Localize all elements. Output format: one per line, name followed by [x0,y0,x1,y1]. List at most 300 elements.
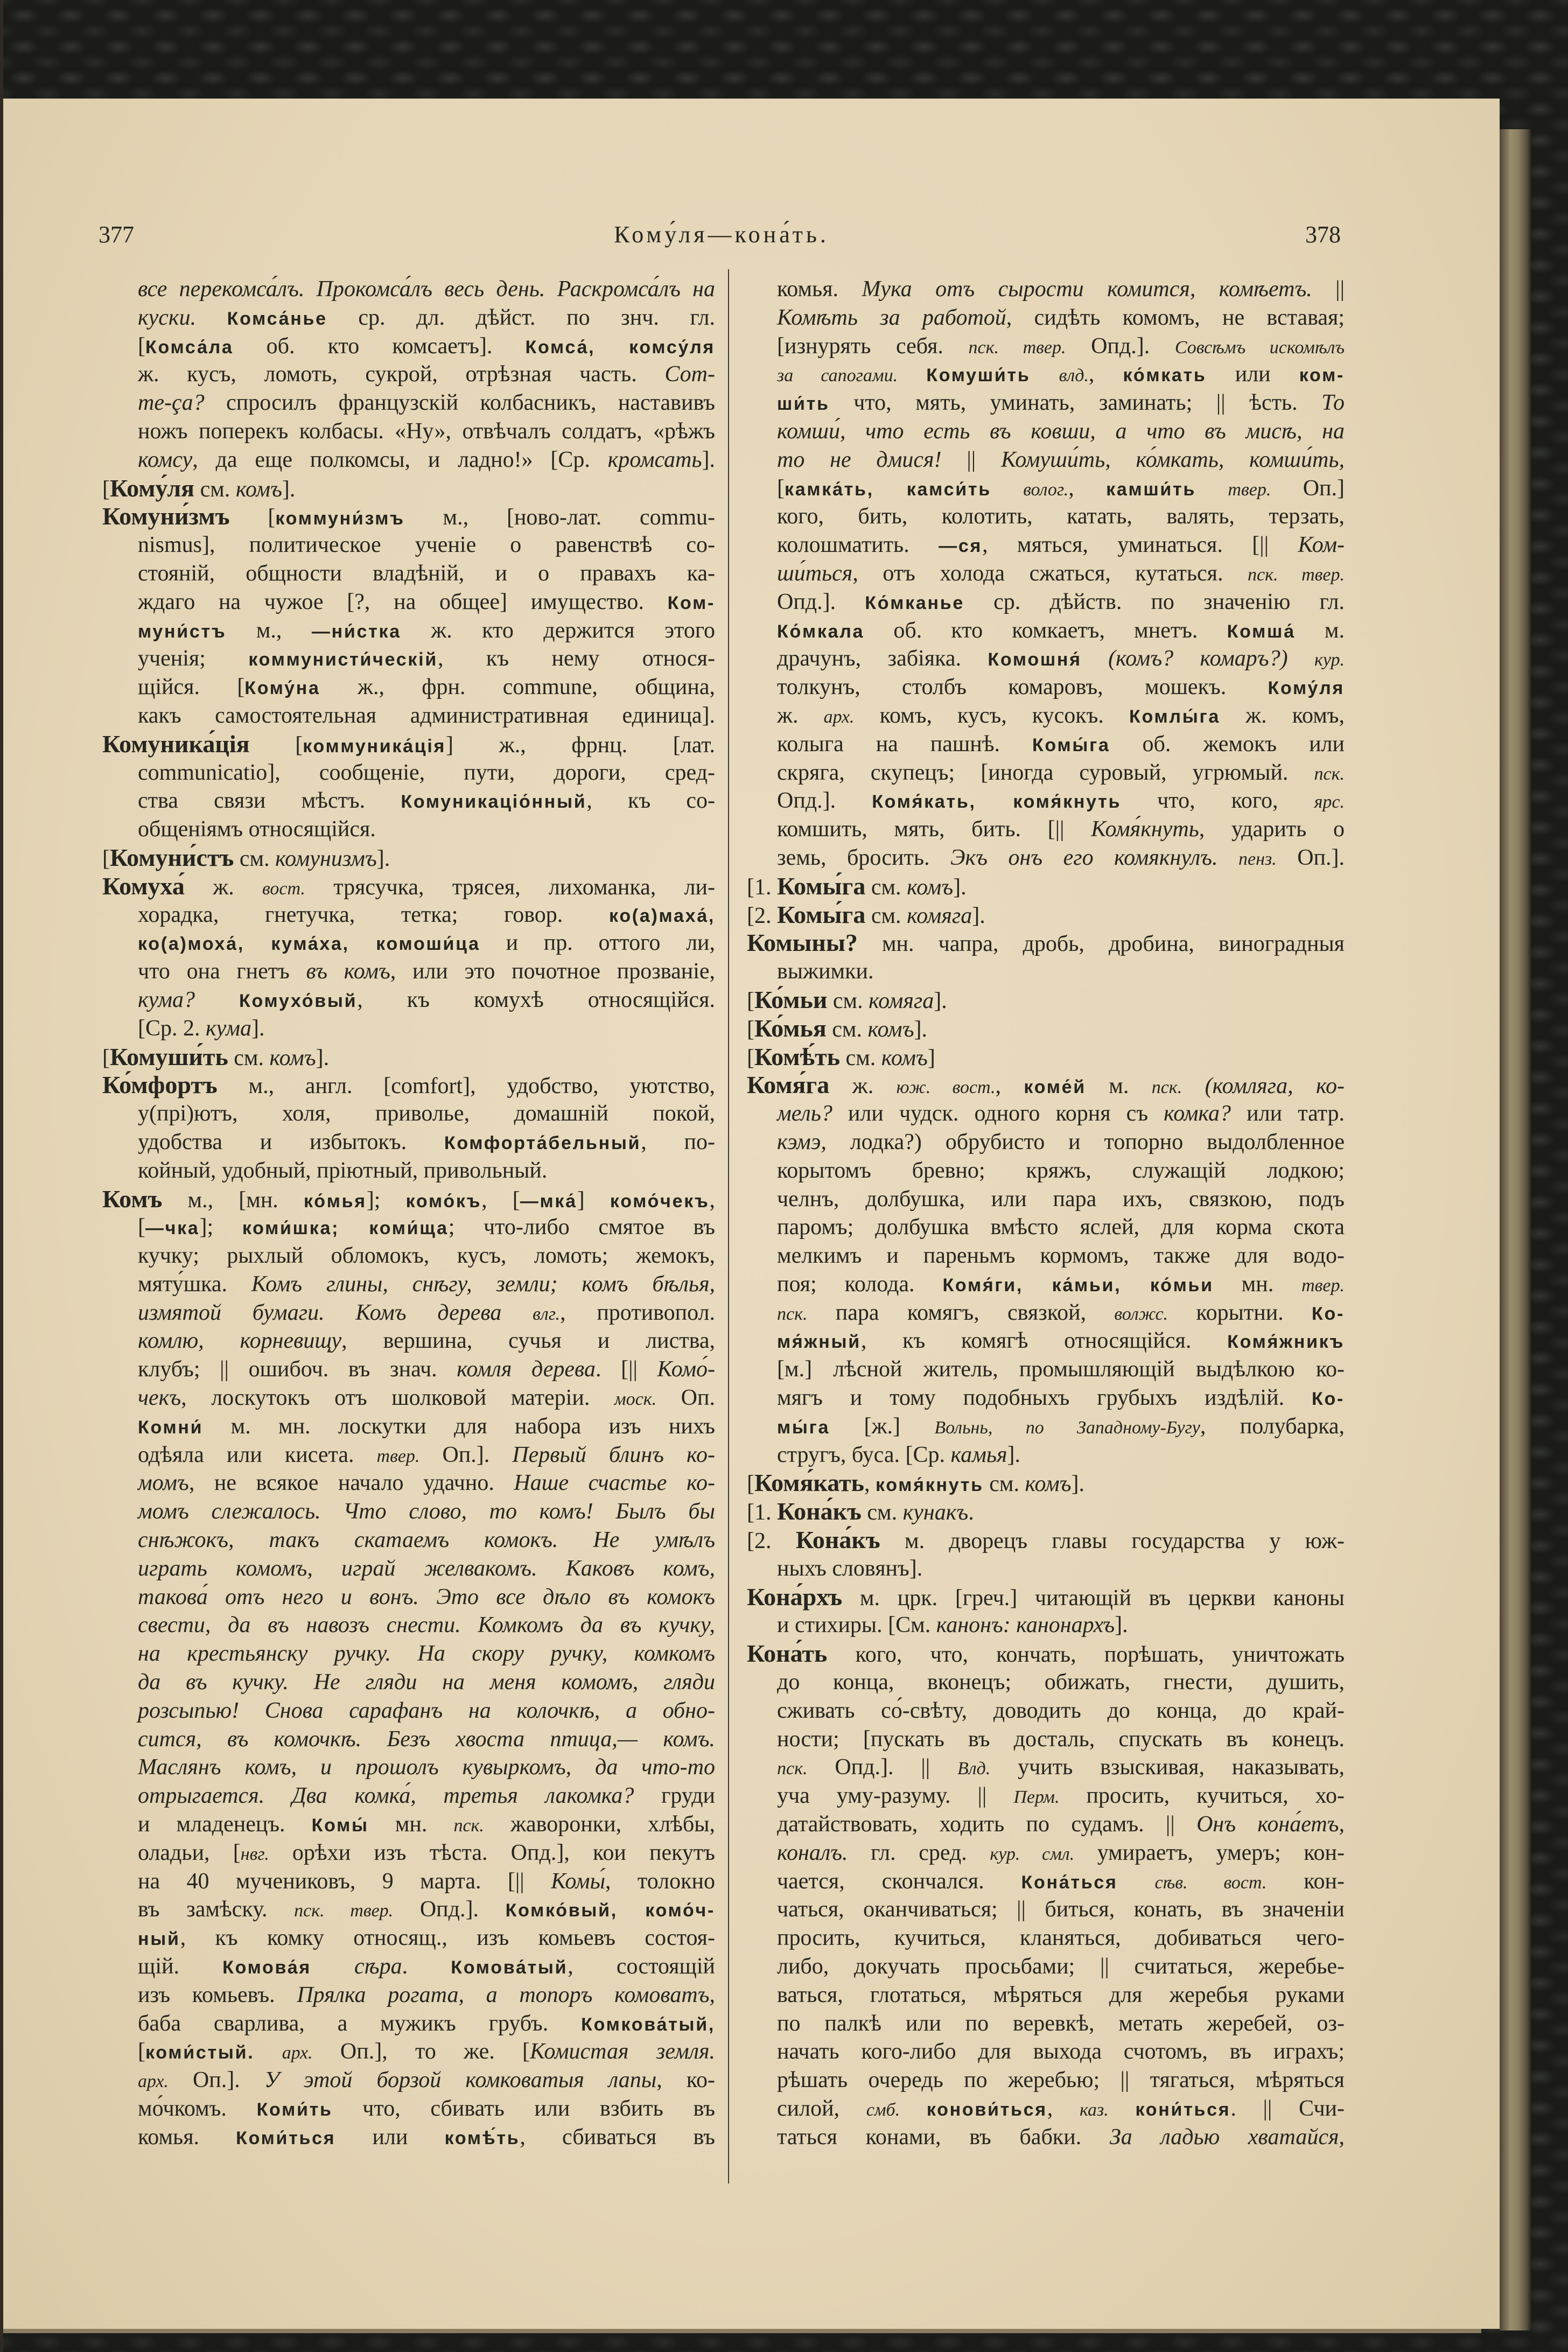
text: ]. [282,477,296,502]
text: ж. [777,703,824,728]
text: что она гнетъ [138,959,306,984]
italic-text: комъ [269,1045,316,1070]
text: м. дворецъ главы государства у юж- [880,1529,1345,1554]
text-line [102,1327,715,1355]
text: уча уму-разуму. || [777,1783,1014,1809]
text-line [102,1981,715,2010]
italic-text: да въ кучку. Не гляди на меня комомъ, гляди [138,1670,715,1695]
text-line [102,929,715,957]
italic-text: снѣжокъ, такъ скатаемъ комокъ. Не умѣлъ [138,1528,715,1553]
text-line [102,332,715,361]
italic-text: ши́ться [777,561,853,586]
text: Оп.]. [168,2068,264,2093]
text: таться конами, въ бабки. [777,2124,1110,2150]
italic-text: Первый блинъ ко- [512,1442,716,1467]
text-line [102,787,715,815]
text: челнъ, долбушка, или пара ихъ, связкою, подъ [777,1186,1345,1212]
subheadword: ко́мья [303,1191,367,1212]
headword: Комуха́ [102,872,185,900]
italic-text: комсу [138,447,193,472]
text: удобства и избытокъ. [138,1129,444,1154]
subheadword: ный [138,1929,180,1950]
italic-text: комля дерева [457,1357,596,1382]
text-line [747,2066,1345,2095]
italic-text: Экъ онъ его комякнулъ. [950,845,1218,870]
italic-text: отрыгается. Два комка́, третья лакомка? [138,1783,634,1809]
text-line [747,1242,1345,1270]
subheadword: коме́й [1024,1077,1086,1098]
text-line [747,446,1345,474]
italic-text: коналъ. [777,1840,848,1865]
text: Оп. [656,1385,715,1411]
italic-text: Комо́- [657,1357,715,1382]
text: толкунъ, столбъ комаровъ, мошекъ. [777,675,1268,700]
region-abbreviation: пск. [1151,1077,1182,1098]
text-line [747,1981,1345,2010]
italic-text: кума [206,1016,252,1041]
subheadword: камка́ть, камси́ть [785,479,991,500]
text: ]. [316,1045,330,1070]
headword: Комы́га [777,872,866,900]
text: , [ [481,1187,520,1213]
text: , или это почотное прозваніе, [390,959,716,984]
text-line [747,2038,1345,2066]
entry-line [747,1497,1345,1526]
subheadword: Комя́кать, комя́кнуть [872,792,1122,813]
subheadword: Комошня́ [988,649,1082,670]
italic-text: Комистая земля. [530,2039,715,2064]
entry-line [102,844,715,872]
headword: Кому́ля [110,474,195,502]
text: [ [249,732,303,758]
text: , да еще полкомсы, и ладно!» [Ср. [192,447,608,472]
text-line [102,2010,715,2038]
text: Опд.]. [777,589,865,614]
italic-text: канонъ: канонархъ [936,1613,1115,1638]
text: комшить, мять, бить. [|| [777,817,1091,842]
italic-text: То [1321,390,1345,416]
text-line [102,1157,715,1185]
subheadword: Комко́вый, комо́ч- [505,1900,715,1921]
text: сживать со́-свѣту, доводить до конца, до край- [777,1698,1345,1723]
text: ждаго на чужое [?, на общее] имущество. [138,589,668,614]
italic-text: Ком- [1298,533,1345,558]
text: об. кто комсаетъ]. [233,333,526,359]
region-abbreviation: Вольнь, по Западному-Бугу [934,1417,1200,1438]
text-line [747,1867,1345,1896]
text: , толокно [605,1868,715,1894]
text-line [747,588,1345,617]
text: ж. [184,874,263,900]
text: , [864,1472,876,1497]
region-abbreviation: кур. смл. [990,1844,1075,1864]
text: комья. [777,277,862,302]
region-abbreviation: влд. [1059,366,1089,386]
subheadword: Комфорта́бельный [444,1132,641,1153]
text: комъ, кусъ, кусокъ. [854,703,1130,728]
text: и младенецъ. [138,1812,312,1837]
subheadword: Комса́ла [145,337,234,358]
text: мо́чкомъ. [138,2096,257,2121]
text: [ [747,1045,754,1070]
text: лодка?) обрубисто и топорно выдолбленное [826,1129,1345,1154]
italic-text: Комъ глины, снѣгу, земли; комъ бѣлья, [251,1271,715,1297]
text-line [102,1526,715,1555]
running-title: Кому́ля—кона́ть. [614,221,829,248]
subheadword: коммуника́ція [303,736,446,757]
text-line [747,2010,1345,2038]
text: ваться, глотаться, мѣряться для жеребья руками [777,1982,1345,2007]
text-line [102,1924,715,1952]
region-abbreviation: пск. твер. [1248,564,1345,585]
text: выжимки. [777,959,874,984]
region-abbreviation: арх. [823,706,855,727]
text: nismus], политическое ученіе о равенствѣ со- [138,533,715,558]
region-abbreviation: пск. [453,1816,484,1836]
subheadword: Ко́мканье [865,592,964,613]
text: м., [ново-лат. commu- [404,505,715,530]
text-line [102,304,715,332]
text: чается, скончался. [777,1868,1021,1894]
text: щій. [138,1954,223,1979]
text-line [102,446,715,474]
entry-line [747,986,1345,1014]
subheadword: мы́га [777,1417,830,1438]
text: до конца, вконецъ; обижать, гнести, душить, [777,1670,1345,1695]
text: изъ комьевъ. [138,1982,297,2007]
text: и стихиры. [См. [777,1613,936,1638]
text: ] ж., фрнц. [лат. [446,732,715,758]
italic-text: Комы́ [551,1868,606,1894]
text: ]. [934,988,947,1013]
headword: Кона́ть [747,1640,828,1668]
text: орѣхи изъ тѣста. Опд.], кои пекутъ [269,1840,715,1865]
text: [ [777,475,785,501]
subheadword: коммунисти́ческій [248,649,438,670]
text-line [102,1299,715,1327]
text-line [747,332,1345,361]
subheadword: Комя́жникъ [1227,1332,1345,1353]
text-line [102,1469,715,1497]
text: см. [234,846,276,871]
region-abbreviation: арх. [282,2043,313,2063]
text-line [102,645,715,673]
italic-text: комлю, корневищу [138,1328,342,1354]
subheadword: Ком- [667,592,715,613]
text: , къ со- [586,788,715,814]
text-line [747,1128,1345,1157]
italic-text: на крестьянску ручку. На скору ручку, комкомъ [138,1641,715,1667]
text: кучку; рыхлый обломокъ, кусъ, ломоть; жемокъ, [138,1243,715,1269]
text: см. [865,874,907,900]
subheadword: Комуши́ть [926,365,1031,386]
text: [2. [747,903,777,928]
text: , [709,1187,715,1213]
subheadword: Кому́ля [1268,678,1345,699]
text: [ [138,333,145,359]
text: жаворонки, хлѣбы, [484,1812,715,1837]
text: либо, докучать просьбами; || считаться, жеребье- [777,1954,1345,1979]
subheadword: кони́ться [1135,2099,1231,2120]
text: спросилъ французскій колбасникъ, наставивъ [204,390,715,416]
text-line [747,2123,1345,2152]
text-line [102,1014,715,1043]
subheadword: Комни́ [138,1417,204,1438]
text: . [|| [595,1357,657,1382]
subheadword: Комлы́га [1129,706,1220,727]
region-abbreviation: пенз. [1238,849,1277,869]
italic-text: кэмэ, [777,1129,827,1154]
text: , [1068,475,1107,501]
text: ж. комъ, [1220,703,1345,728]
text-line [102,1753,715,1782]
text: ]. [953,874,967,900]
text: хорадка, гнетучка, тетка; говор. [138,902,610,927]
text: чаться, оканчиваться; || биться, конать, въ значеніи [777,1897,1345,1922]
text: ж. [829,1074,897,1099]
entry-line [102,1185,715,1214]
text: мн. [368,1812,454,1837]
subheadword: —ни́стка [311,621,401,642]
subheadword: Комкова́тый, [581,2014,715,2035]
text: , ко- [656,2068,716,2093]
text: пара комягъ, связкой, [807,1300,1115,1325]
region-abbreviation: волжс. [1114,1304,1168,1324]
italic-text: мель? [777,1101,832,1126]
text-line [102,2095,715,2123]
text-line [102,1725,715,1754]
text: м. мн. лоскутки для набора изъ нихъ [203,1413,715,1439]
text-line [102,1270,715,1299]
text: , къ комку относящ., изъ комьевъ состоя- [180,1926,715,1951]
text: одѣяла или кисета. [138,1442,377,1467]
italic-text: Сот- [664,362,715,387]
region-abbreviation: юж. вост. [896,1077,996,1098]
text: м. [1295,618,1345,643]
entry-line [747,901,1345,929]
italic-text: Комѣть за работой [777,305,1006,330]
subheadword: Ко- [1311,1303,1345,1324]
text: . || Счи- [1230,2096,1345,2121]
entry-line [102,502,715,531]
text: , къ комягѣ относящійся. [860,1328,1228,1354]
text: или [335,2124,445,2150]
text: что, кого, [1121,788,1314,814]
entry-line [102,1043,715,1072]
text: см. [826,1017,868,1042]
region-abbreviation: влг. [533,1304,561,1324]
text-line [102,1128,715,1157]
italic-text: то не дмися! [777,447,942,472]
italic-text: (комъ? комаръ?) [1108,646,1288,671]
text: мн. [1213,1271,1302,1297]
text: скряга, скупецъ; [иногда суровый, угрюмый. [777,760,1314,785]
text [254,2039,282,2064]
column-left [102,275,715,2152]
text: Оп.], то же. [ [312,2039,530,2064]
text: кон- [1266,1868,1345,1894]
region-abbreviation: за сапогами. [777,366,898,386]
text: ученія; [138,646,249,671]
text-line [102,417,715,446]
text: , противопол. [560,1300,715,1325]
text: рѣшать очередь по жеребью; || тягаться, мѣряться [777,2068,1345,2093]
region-abbreviation: сѣв. вост. [1154,1872,1267,1893]
text: Опд.]. [1066,333,1175,359]
text: ] [577,1187,610,1213]
text [1288,646,1314,671]
text: ]. [702,447,715,472]
headword: Комуни́стъ [110,843,234,871]
text-line [102,702,715,730]
italic-text: куски. [138,305,227,330]
text-line [747,531,1345,559]
italic-text: комъ [235,477,282,502]
text: мн. чапра, дробь, дробина, виноградныя [857,932,1345,957]
text-line [102,1640,715,1668]
subheadword: камши́ть [1106,479,1196,500]
italic-text: сится, въ комочкѣ. Безъ хвоста птица,— комъ. [138,1726,715,1752]
column-right [747,275,1345,2152]
subheadword: Комя́ги, ка́мьи, ко́мьи [942,1275,1214,1296]
text: , вершина, сучья и листва, [341,1328,715,1354]
text: гл. сред. [848,1840,990,1865]
text: , лоскутокъ отъ шолковой матеріи. [181,1385,614,1411]
text: кого, бить, колотить, катать, валять, терзать, [777,504,1345,529]
text-line [102,1497,715,1526]
text: , [995,1074,1024,1099]
text-line [747,759,1345,787]
text [1109,2096,1136,2121]
text-line [102,1555,715,1583]
subheadword: —мка́ [520,1191,577,1212]
italic-text: Комя́кнуть [1091,817,1199,842]
text-line [102,1810,715,1839]
text: ]; [199,1215,242,1240]
text-line [102,1611,715,1640]
subheadword: Комса́, комсу́ля [525,337,715,358]
text: въ замѣску. [138,1897,295,1922]
italic-text: У этой борзой комковатыя лапы [264,2068,657,2093]
text-line [102,1952,715,1981]
headword: Ко́мьи [754,985,828,1013]
text-line [102,986,715,1014]
text-line [747,1895,1345,1924]
text: баба сварлива, а мужикъ грубъ. [138,2011,582,2036]
text: что, мять, уминать, заминать; || ѣсть. [829,390,1322,416]
text: об. кто комкаетъ, мнетъ. [864,618,1227,643]
text-line [102,588,715,617]
text-line [747,389,1345,417]
text: земь, бросить. [777,845,950,870]
text-line [102,1782,715,1810]
text [1182,1074,1205,1098]
text-line [102,1355,715,1384]
italic-text: момъ слежалось. Что слово, то комъ! Былъ бы [138,1499,715,1524]
text: см. [840,1045,881,1070]
text: паромъ; долбушка вмѣсто яслей, для корма скота [777,1215,1345,1240]
text: у(прі)ютъ, холя, приволье, домашній покой, [138,1101,715,1126]
region-abbreviation: моск. [614,1389,657,1410]
text: м., англ. [comfort], удобство, уютство, [217,1074,715,1099]
text: учить взыскивая, наказывать, [990,1755,1345,1780]
italic-text: комъ [881,1045,928,1070]
text: мелкимъ и пареньмъ кормомъ, также для водо- [777,1243,1345,1269]
text: стругъ, буса. [Ср. [777,1442,951,1467]
region-abbreviation: Совсѣмъ искомѣлъ [1174,337,1345,358]
text [900,2096,927,2121]
text-line [747,957,1345,986]
text: см. [861,1500,903,1525]
headword: Комѣ́ть [754,1042,841,1070]
subheadword: коми́шка; коми́ща [242,1218,449,1239]
text-line [747,2095,1345,2123]
text: [ [138,2039,145,2064]
italic-text: комши́, что есть въ ковши, а что въ мисѣ, на [777,418,1345,444]
subheadword: конови́ться [926,2099,1047,2120]
headword: Комуни́змъ [102,502,230,530]
text: , къ нему относя- [437,646,715,671]
headword: Кона́рхъ [747,1583,843,1611]
headword: Комы́га [777,900,866,928]
headword: Кона́къ [777,1497,862,1525]
text: ; что-либо смятое въ [448,1215,716,1240]
text-line [747,1668,1345,1697]
text-line [747,1952,1345,1981]
italic-text: комяга [907,903,972,928]
text: ж. кто держится этого [401,618,716,643]
region-abbreviation: вост. [262,878,305,899]
text: [ [102,477,110,502]
subheadword: —ся [939,536,983,557]
entry-line [747,1469,1345,1497]
text-line [102,1100,715,1128]
region-abbreviation: твер. [376,1446,420,1466]
text [898,362,926,387]
text-line [102,901,715,929]
text-line [102,617,715,645]
italic-text: играть комомъ, играй желвакомъ. Каковъ комъ, [138,1556,715,1581]
text-line [102,759,715,787]
italic-text: (комляга, ко- [1205,1074,1345,1099]
text: , состоящій [568,1954,715,1979]
text-line [747,702,1345,730]
subheadword: Кона́ться [1021,1872,1118,1893]
text: по палкѣ или по веревкѣ, метать жеребей, оз- [777,2011,1345,2036]
text: кого, что, кончать, порѣшать, уничтожать [827,1642,1345,1668]
italic-text: измятой бумаги. Комъ дерева [138,1300,533,1325]
region-abbreviation: каз. [1079,2100,1109,2120]
subheadword: Комухо́вый [239,990,358,1011]
text: корытомъ бревно; кряжъ, служащій лодкою; [777,1158,1345,1183]
text: , сидѣть комомъ, не вставая; [1006,305,1345,330]
subheadword: комѣ́ть [444,2127,520,2148]
text: [ [102,1045,110,1070]
text-line [747,730,1345,759]
entry-line [747,1526,1345,1555]
page-number-left: 377 [99,221,134,248]
text-line [747,1753,1345,1782]
text [1196,476,1228,501]
headword: Кона́къ [795,1526,880,1554]
text-line [747,1555,1345,1583]
text-line [747,1100,1345,1128]
text: , къ комухѣ относящійся. [357,987,715,1012]
text: ]. [1115,1613,1128,1638]
subheadword: комо́къ [405,1191,482,1212]
text: ]. [972,903,985,928]
text-line [747,1157,1345,1185]
